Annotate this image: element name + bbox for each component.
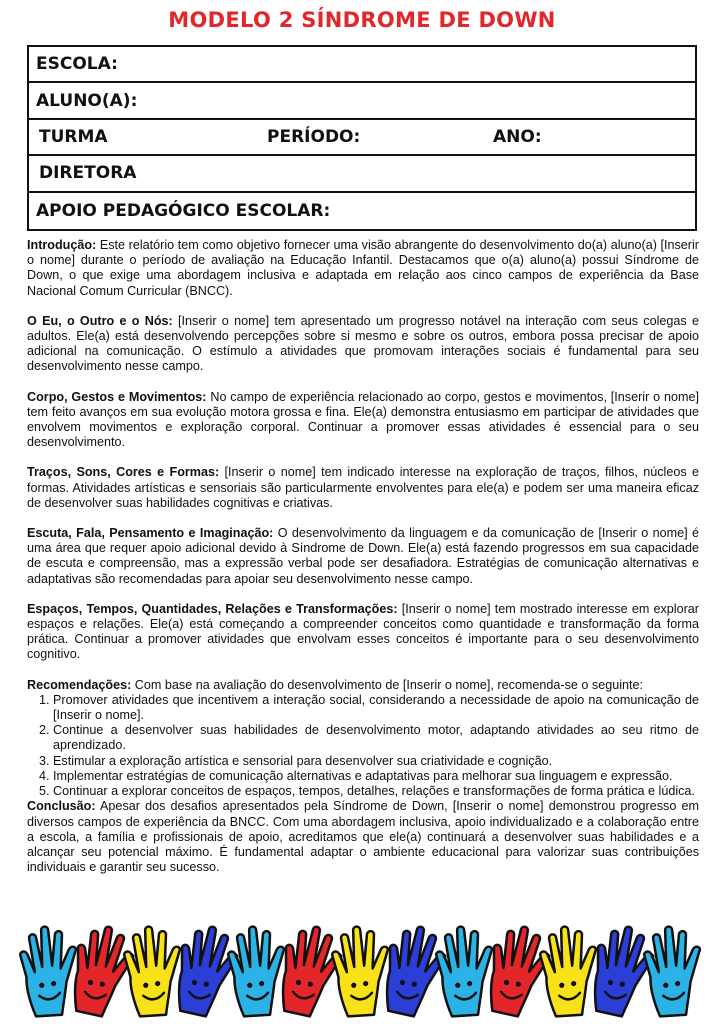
recommendations-list — [27, 693, 699, 799]
section-heading: O Eu, o Outro e o Nós: — [27, 313, 173, 328]
list-item: 4. Implementar estratégias de comunicação alternativas e adaptativas para melhorar sua linguagem e expressão. — [53, 769, 699, 784]
diretora-row — [29, 156, 695, 192]
hand-icon — [277, 923, 345, 1018]
turma-label: TURMA — [39, 126, 108, 147]
section-heading: Conclusão: — [27, 799, 96, 814]
section-heading: Corpo, Gestos e Movimentos: — [27, 389, 207, 404]
section-heading: Traços, Sons, Cores e Formas: — [27, 465, 220, 480]
section-text: No campo de experiência relacionado ao corpo, gestos e movimentos, [Inserir o nome] tem feito avanços em sua evolução motora grossa e fina. Ele(a) demonstra entusiasmo em participar de atividades que envolvem movimentos e exploração corporal. Continuar a promover essas atividades é essencial para o seu desenvolvimento. — [27, 389, 699, 450]
section-heading: Recomendações: — [27, 677, 132, 692]
section-text: [Inserir o nome] tem indicado interesse na exploração de traços, filhos, núcleos e formas. Atividades artísticas e sensoriais são particularmente envolventes para ele(a) e podem ser uma maneira eficaz de desenvolver suas habilidades cognitivas e criativas. — [27, 465, 699, 510]
section-text: Apesar dos desafios apresentados pela Síndrome de Down, [Inserir o nome] demonstrou progresso em diversos campos de experiência da BNCC. Com uma abordagem inclusiva, apoio individualizado e a colaboração entre a escola, a família e profissionais de apoio, acreditamos que ele(a) continuará a desenvolver suas habilidades e a alcançar seu potencial máximo. É fundamental adaptar o ambiente educacional para valorizar suas contribuições individuais e garantir seu sucesso. — [27, 799, 699, 875]
aluno-label: ALUNO(A): — [36, 90, 138, 111]
section-introducao — [27, 238, 699, 299]
apoio-row — [29, 193, 695, 229]
section-tracos-sons — [27, 465, 699, 511]
ano-label: ANO: — [493, 126, 542, 147]
hand-icon — [485, 923, 553, 1018]
section-espacos-tempos — [27, 602, 699, 663]
section-text: [Inserir o nome] tem mostrado interesse em explorar espaços e relações. Ele(a) está começando a compreender conceitos como quantidade e transformação da forma prática. Continuar a promover atividades que envolvam esses conceitos é importante para o seu desenvolvimento cognitivo. — [27, 601, 700, 662]
school-info-box — [27, 45, 697, 231]
report-body — [27, 238, 699, 890]
escola-label: ESCOLA: — [36, 54, 118, 75]
escola-row — [29, 47, 695, 83]
section-conclusao — [27, 799, 699, 875]
diretora-label: DIRETORA — [39, 163, 137, 184]
colorful-hands-icon — [18, 918, 708, 1018]
periodo-label: PERÍODO: — [267, 126, 361, 147]
aluno-row — [29, 83, 695, 119]
list-item: 5. Continuar a explorar conceitos de espaços, tempos, detalhes, relações e transformações de forma prática e lúdica. — [53, 784, 699, 799]
section-recomendacoes — [27, 678, 699, 693]
turma-row — [29, 120, 695, 156]
section-heading: Espaços, Tempos, Quantidades, Relações e Transformações: — [27, 601, 398, 616]
section-heading: Escuta, Fala, Pensamento e Imaginação: — [27, 526, 274, 541]
hand-icon — [641, 923, 708, 1018]
section-corpo-gestos — [27, 390, 699, 451]
hand-icon — [173, 923, 241, 1018]
section-text: O desenvolvimento da linguagem e da comunicação de [Inserir o nome] é uma área que requer apoio adicional devido à Síndrome de Down. Ele(a) está fazendo progressos em sua capacidade de escuta e compreensão, mas a expressão verbal pode ser desafiadora. Estratégias de comunicação alternativas e adaptativas são recomendadas para apoiar seu desenvolvimento nesse campo. — [27, 526, 699, 586]
section-text: [Inserir o nome] tem apresentado um progresso notável na interação com seus colegas e adultos. Ele(a) está desenvolvendo percepções sobre si mesmo e sobre os outros, embora possa precisar de apoio adicional na comunicação. O estímulo a atividades que promovam interações sociais é fundamental para seu desenvolvimento nesse campo. — [27, 313, 699, 374]
section-text: Com base na avaliação do desenvolvimento de [Inserir o nome], recomenda-se o seguinte: — [131, 677, 644, 692]
section-heading: Introdução: — [27, 238, 97, 252]
hand-icon — [381, 923, 449, 1018]
section-text: Este relatório tem como objetivo fornecer uma visão abrangente do desenvolvimento do(a) aluno(a) [Inserir o nome] durante o período de avaliação na Educação Infantil. Destacamos que o(a) aluno(a) possui Síndrome de Down, o que exige uma abordagem inclusiva e adaptada em relação aos cinco campos de experiência da Base Nacional Comum Curricular (BNCC). — [27, 238, 699, 298]
section-eu-outro-nos — [27, 314, 699, 375]
list-item: 2. Continue a desenvolver suas habilidades de desenvolvimento motor, adaptando atividades ao seu ritmo de aprendizado. — [53, 723, 699, 753]
hand-icon — [69, 923, 137, 1018]
apoio-label: APOIO PEDAGÓGICO ESCOLAR: — [36, 200, 331, 221]
page-title: MODELO 2 SÍNDROME DE DOWN — [168, 8, 556, 32]
hand-icon — [589, 923, 657, 1018]
list-item: 3. Estimular a exploração artística e sensorial para desenvolver sua criatividade e cognição. — [53, 754, 699, 769]
section-escuta-fala — [27, 526, 699, 587]
list-item: 1. Promover atividades que incentivem a interação social, considerando a necessidade de apoio na comunicação de [Inserir o nome]. — [53, 693, 699, 723]
